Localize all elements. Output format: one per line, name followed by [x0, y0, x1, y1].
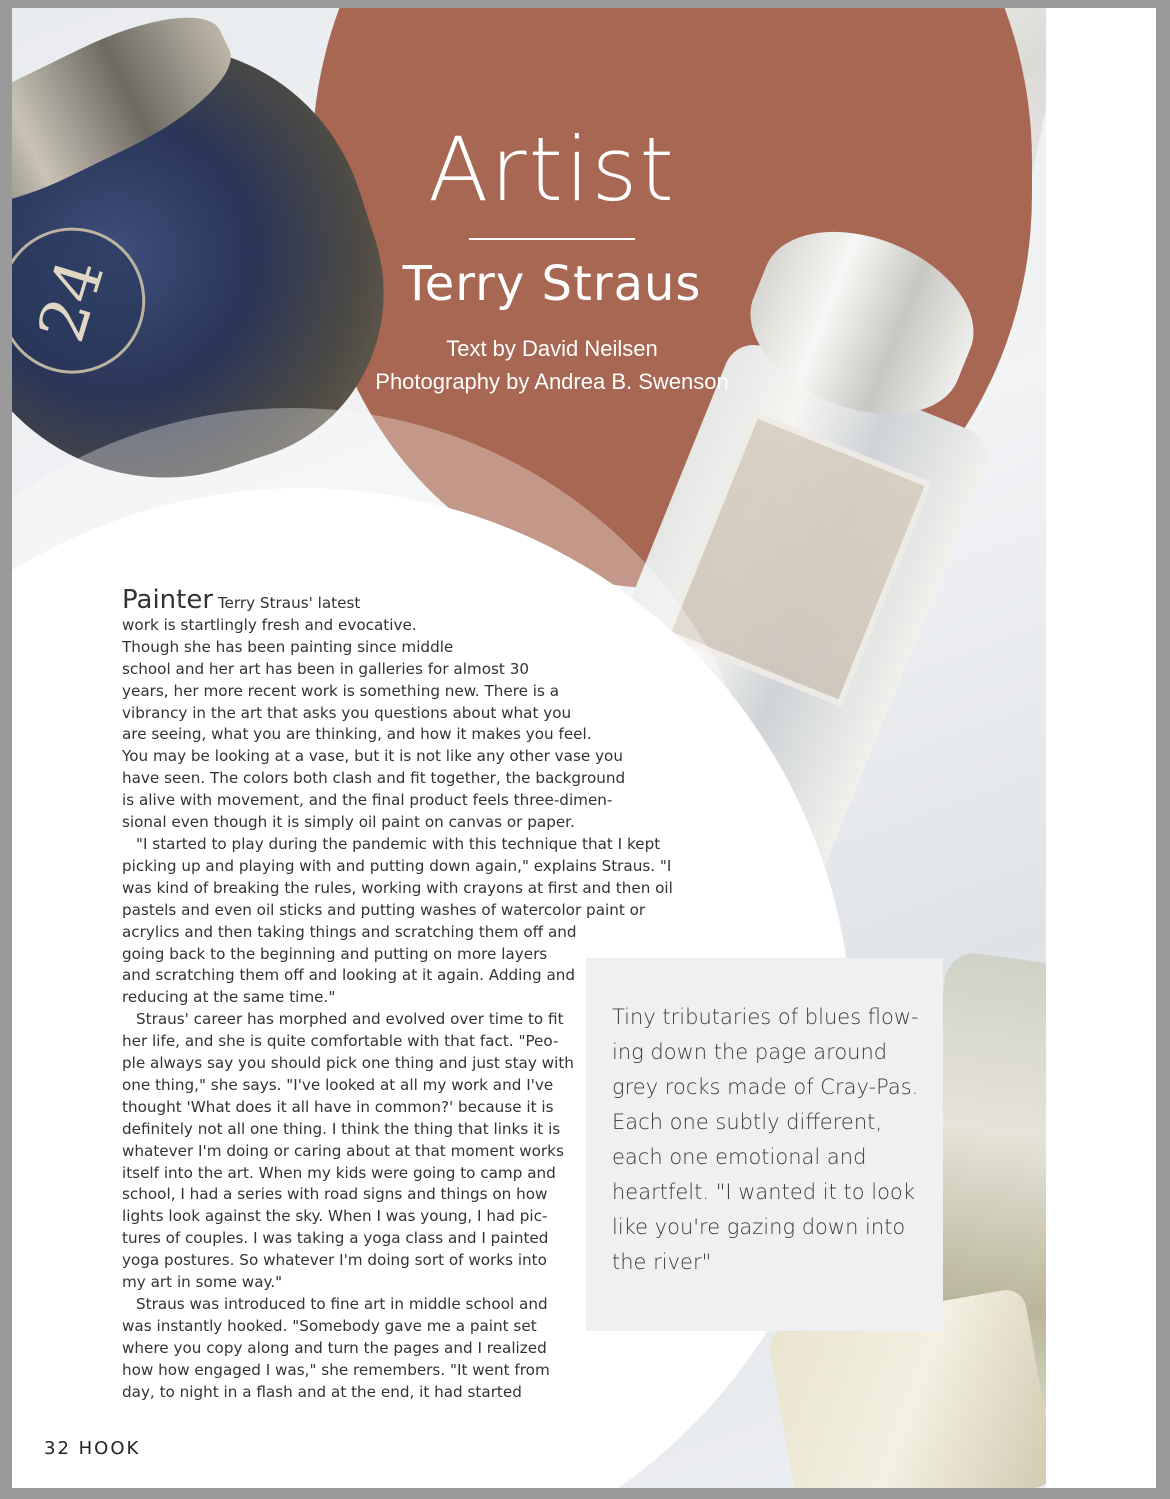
title-block — [342, 118, 762, 398]
article-line: reducing at the same time." — [122, 988, 336, 1007]
page-number: 32 — [44, 1438, 71, 1459]
article-line: her life, and she is quite comfortable with that fact. "Peo- — [122, 1032, 559, 1051]
pullquote-line: ing down the page around — [612, 1040, 888, 1064]
article-line: going back to the beginning and putting on more layers — [122, 944, 548, 963]
article-line: have seen. The colors both clash and fit together, the background — [122, 769, 626, 788]
article-line: one thing," she says. "I've looked at all my work and I've — [122, 1075, 554, 1094]
article-line: Though she has been painting since middle — [122, 637, 454, 656]
article-line: tures of couples. I was taking a yoga class and I painted — [122, 1229, 549, 1248]
paint-tube-cap — [12, 8, 249, 234]
article-line: itself into the art. When my kids were going to camp and — [122, 1163, 556, 1182]
pullquote — [612, 1000, 932, 1280]
pullquote-line: grey rocks made of Cray-Pas. — [612, 1075, 919, 1099]
article-line: acrylics and then taking things and scratching them off and — [122, 922, 577, 941]
magazine-name: HOOK — [78, 1438, 141, 1459]
article-line: Straus' career has morphed and evolved over time to fit — [136, 1010, 564, 1029]
tube-number-badge: 24 — [12, 209, 163, 391]
article-line: vibrancy in the art that asks you questions about what you — [122, 703, 572, 722]
article-line: pastels and even oil sticks and putting washes of watercolor paint or — [122, 900, 646, 919]
article-line: where you copy along and turn the pages and I realized — [122, 1338, 547, 1357]
article-line: "I started to play during the pandemic with this technique that I kept — [136, 834, 661, 853]
title-divider — [469, 238, 635, 240]
magazine-page — [12, 8, 1156, 1488]
article-line: Painter Terry Straus' latest — [122, 585, 361, 615]
article-line: sional even though it is simply oil paint on canvas or paper. — [122, 813, 575, 832]
article-line: is alive with movement, and the final product feels three-dimen- — [122, 791, 613, 810]
article-line: was kind of breaking the rules, working with crayons at first and then oil — [122, 878, 673, 897]
article-line: years, her more recent work is something new. There is a — [122, 681, 560, 700]
article-line: are seeing, what you are thinking, and how it makes you feel. — [122, 725, 592, 744]
pullquote-line: heartfelt. "I wanted it to look — [612, 1180, 915, 1204]
artist-name: Terry Straus — [402, 256, 702, 312]
pullquote-line: each one emotional and — [612, 1145, 867, 1169]
pullquote-line: like you're gazing down into — [612, 1215, 906, 1239]
article-line: day, to night in a flash and at the end, it had started — [122, 1382, 522, 1401]
page-folio — [44, 1438, 140, 1459]
article-line: school, I had a series with road signs and things on how — [122, 1185, 548, 1204]
pullquote-box — [586, 958, 943, 1331]
article-line: yoga postures. So whatever I'm doing sort of works into — [122, 1251, 547, 1270]
article-line: was instantly hooked. "Somebody gave me a paint set — [122, 1316, 537, 1335]
pullquote-line: the river" — [612, 1250, 712, 1274]
article-line: picking up and playing with and putting down again," explains Straus. "I — [122, 856, 672, 875]
article-line: ple always say you should pick one thing and just stay with — [122, 1054, 574, 1073]
section-title: Artist — [428, 118, 676, 221]
article-line: definitely not all one thing. I think the thing that links it is — [122, 1119, 561, 1138]
article-line: school and her art has been in galleries for almost 30 — [122, 659, 530, 678]
article-line: and scratching them off and looking at it again. Adding and — [122, 966, 576, 985]
article-line: Straus was introduced to fine art in middle school and — [136, 1295, 548, 1313]
credits — [342, 332, 762, 398]
article-line: how how engaged I was," she remembers. "It went from — [122, 1360, 550, 1379]
text-credit: Text by David Neilsen — [446, 336, 658, 361]
article-line: You may be looking at a vase, but it is not like any other vase you — [122, 747, 623, 766]
article-line: my art in some way." — [122, 1273, 283, 1292]
article-line: lights look against the sky. When I was young, I had pic- — [122, 1207, 548, 1226]
article-line: work is startlingly fresh and evocative. — [122, 615, 417, 634]
photo-credit: Photography by Andrea B. Swenson — [375, 369, 729, 394]
page-right-margin — [1058, 8, 1156, 1488]
pullquote-line: Tiny tributaries of blues flow- — [612, 1005, 919, 1029]
lead-word: Painter — [122, 585, 214, 615]
article-line: thought 'What does it all have in common?' because it is — [122, 1097, 554, 1116]
pullquote-line: Each one subtly different, — [612, 1110, 883, 1134]
article-line: whatever I'm doing or caring about at that moment works — [122, 1141, 564, 1160]
